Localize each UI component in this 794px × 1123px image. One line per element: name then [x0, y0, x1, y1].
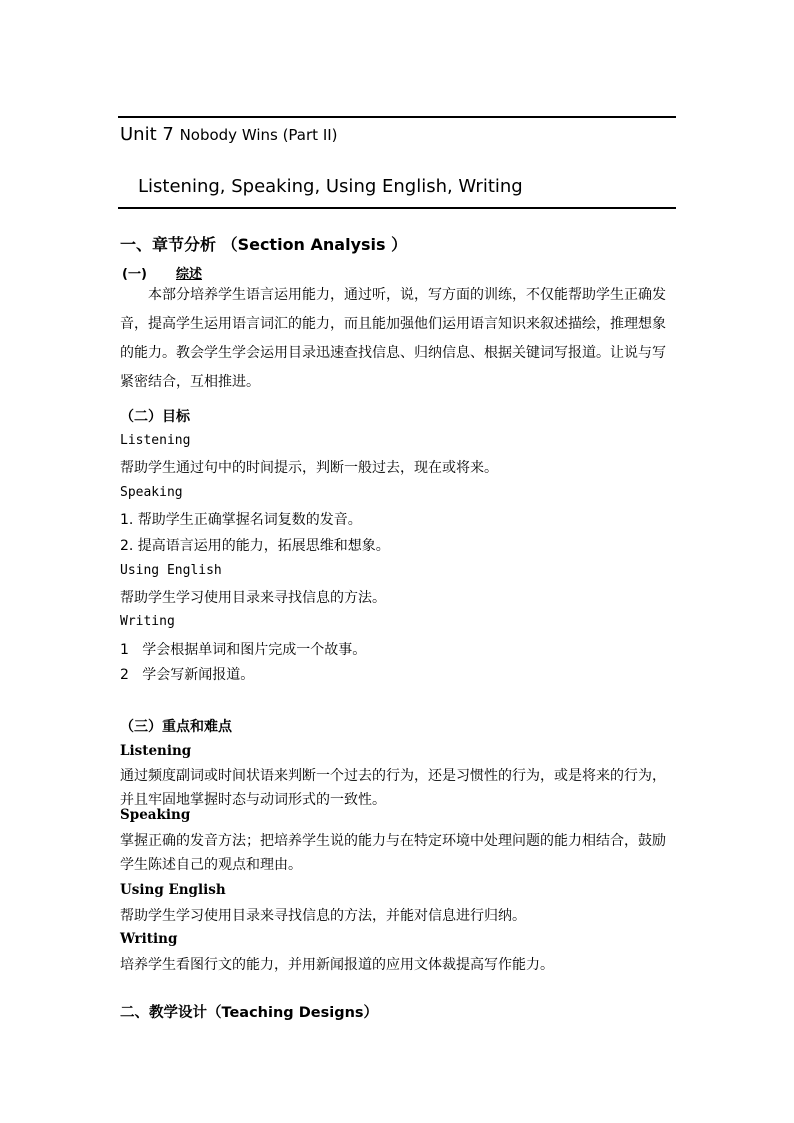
- goals-using-english-text: 帮助学生学习使用目录来寻找信息的方法。: [120, 590, 386, 606]
- goals-speaking-label: Speaking: [120, 485, 183, 500]
- goals-writing-item: 2 学会写新闻报道。: [120, 667, 255, 683]
- key-speaking-label: Speaking: [120, 807, 191, 823]
- goals-writing-label: Writing: [120, 614, 175, 629]
- overview-title: 综述: [176, 267, 203, 282]
- key-using-english-label: Using English: [120, 882, 226, 898]
- key-using-english-text: 帮助学生学习使用目录来寻找信息的方法，并能对信息进行归纳。: [120, 908, 526, 924]
- goals-using-english-label: Using English: [120, 563, 222, 578]
- goals-writing-item: 1 学会根据单词和图片完成一个故事。: [120, 642, 367, 658]
- teaching-designs-heading: 二、教学设计（Teaching Designs）: [120, 1005, 379, 1021]
- key-writing-text: 培养学生看图行文的能力，并用新闻报道的应用文体裁提高写作能力。: [120, 957, 554, 973]
- header-bottom-rule: [118, 207, 676, 209]
- unit-title: [120, 124, 338, 145]
- key-listening-label: Listening: [120, 743, 192, 759]
- goals-heading: （二）目标: [120, 409, 190, 425]
- unit-subtitle: Listening, Speaking, Using English, Writing: [138, 176, 523, 197]
- goals-listening-text: 帮助学生通过句中的时间提示，判断一般过去，现在或将来。: [120, 460, 498, 476]
- goals-speaking-item: 2. 提高语言运用的能力，拓展思维和想象。: [120, 538, 390, 554]
- key-writing-label: Writing: [120, 931, 178, 947]
- unit-name: Nobody Wins (Part II): [179, 126, 338, 144]
- key-speaking-text: 掌握正确的发音方法；把培养学生说的能力与在特定环境中处理问题的能力相结合，鼓励学生陈述自己的观点和理由。: [120, 833, 666, 873]
- overview-paragraph: 本部分培养学生语言运用能力，通过听，说，写方面的训练，不仅能帮助学生正确发音，提高学生运用语言词汇的能力，而且能加强他们运用语言知识来叙述描绘，推理想象的能力。教会学生学会运用目录迅速查找信息、归纳信息、根据关键词写报道。让说与写紧密结合，互相推进。: [120, 287, 666, 390]
- key-listening-text: 通过频度副词或时间状语来判断一个过去的行为，还是习惯性的行为，或是将来的行为，并且牢固地掌握时态与动词形式的一致性。: [120, 768, 666, 808]
- key-points-heading: （三）重点和难点: [120, 719, 232, 735]
- goals-listening-label: Listening: [120, 433, 191, 448]
- overview-number: (一): [122, 267, 147, 282]
- section-analysis-heading: 一、章节分析 （Section Analysis ）: [120, 235, 408, 254]
- unit-number: Unit 7: [120, 124, 174, 145]
- top-rule: [118, 116, 676, 118]
- goals-speaking-item: 1. 帮助学生正确掌握名词复数的发音。: [120, 512, 362, 528]
